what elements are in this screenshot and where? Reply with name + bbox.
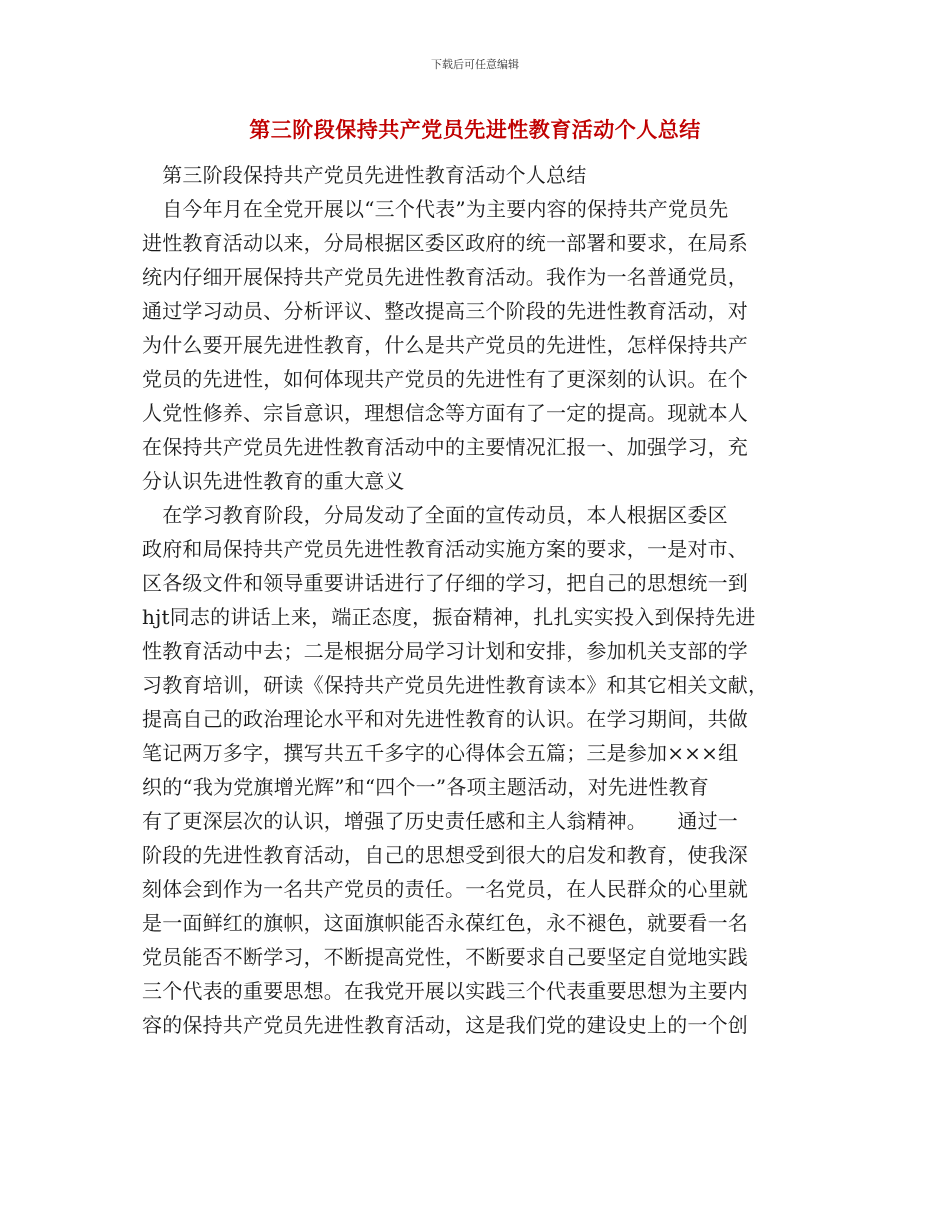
body-line: 习教育培训，研读《保持共产党员先进性教育读本》和其它相关文献，: [142, 673, 769, 697]
body-line: 刻体会到作为一名共产党员的责任。一名党员，在人民群众的心里就: [142, 877, 748, 901]
body-line: 为什么要开展先进性教育，什么是共产党员的先进性，怎样保持共产: [142, 333, 748, 357]
body-line: 提高自己的政治理论水平和对先进性教育的认识。在学习期间，共做: [142, 707, 748, 731]
document-title: 第三阶段保持共产党员先进性教育活动个人总结: [249, 118, 701, 142]
body-line: 在学习教育阶段，分局发动了全面的宣传动员，本人根据区委区: [142, 503, 728, 527]
body-line: 在保持共产党员先进性教育活动中的主要情况汇报一、加强学习，充: [142, 435, 748, 459]
body-line: 三个代表的重要思想。在我党开展以实践三个代表重要思想为主要内: [142, 979, 748, 1003]
document-body: [142, 158, 808, 1042]
body-line: 政府和局保持共产党员先进性教育活动实施方案的要求，一是对市、: [142, 537, 748, 561]
body-line: 有了更深层次的认识，增强了历史责任感和主人翁精神。 通过一: [142, 809, 738, 833]
body-line: 统内仔细开展保持共产党员先进性教育活动。我作为一名普通党员，: [142, 265, 748, 289]
body-line: 容的保持共产党员先进性教育活动，这是我们党的建设史上的一个创: [142, 1013, 748, 1037]
body-line: 织的“我为党旗增光辉”和“四个一”各项主题活动，对先进性教育: [142, 775, 709, 799]
body-line: 党员能否不断学习，不断提高党性，不断要求自己要坚定自觉地实践: [142, 945, 748, 969]
body-line: hjt同志的讲话上来，端正态度，振奋精神，扎扎实实投入到保持先进: [142, 605, 756, 629]
body-line: 进性教育活动以来，分局根据区委区政府的统一部署和要求，在局系: [142, 231, 748, 255]
body-line: 党员的先进性，如何体现共产党员的先进性有了更深刻的认识。在个: [142, 367, 748, 391]
body-line: 阶段的先进性教育活动，自己的思想受到很大的启发和教育，使我深: [142, 843, 748, 867]
body-line: 人党性修养、宗旨意识，理想信念等方面有了一定的提高。现就本人: [142, 401, 748, 425]
page-header-note: 下载后可任意编辑: [431, 58, 519, 71]
body-line: 性教育活动中去；二是根据分局学习计划和安排，参加机关支部的学: [142, 639, 748, 663]
body-line: 区各级文件和领导重要讲话进行了仔细的学习，把自己的思想统一到: [142, 571, 748, 595]
body-line: 笔记两万多字，撰写共五千多字的心得体会五篇；三是参加×××组: [142, 741, 739, 765]
body-line: 通过学习动员、分析评议、整改提高三个阶段的先进性教育活动，对: [142, 299, 748, 323]
body-line: 自今年月在全党开展以“三个代表”为主要内容的保持共产党员先: [142, 197, 729, 221]
body-line: 第三阶段保持共产党员先进性教育活动个人总结: [142, 163, 587, 187]
body-line: 是一面鲜红的旗帜，这面旗帜能否永葆红色，永不褪色，就要看一名: [142, 911, 748, 935]
body-line: 分认识先进性教育的重大意义: [142, 469, 405, 493]
